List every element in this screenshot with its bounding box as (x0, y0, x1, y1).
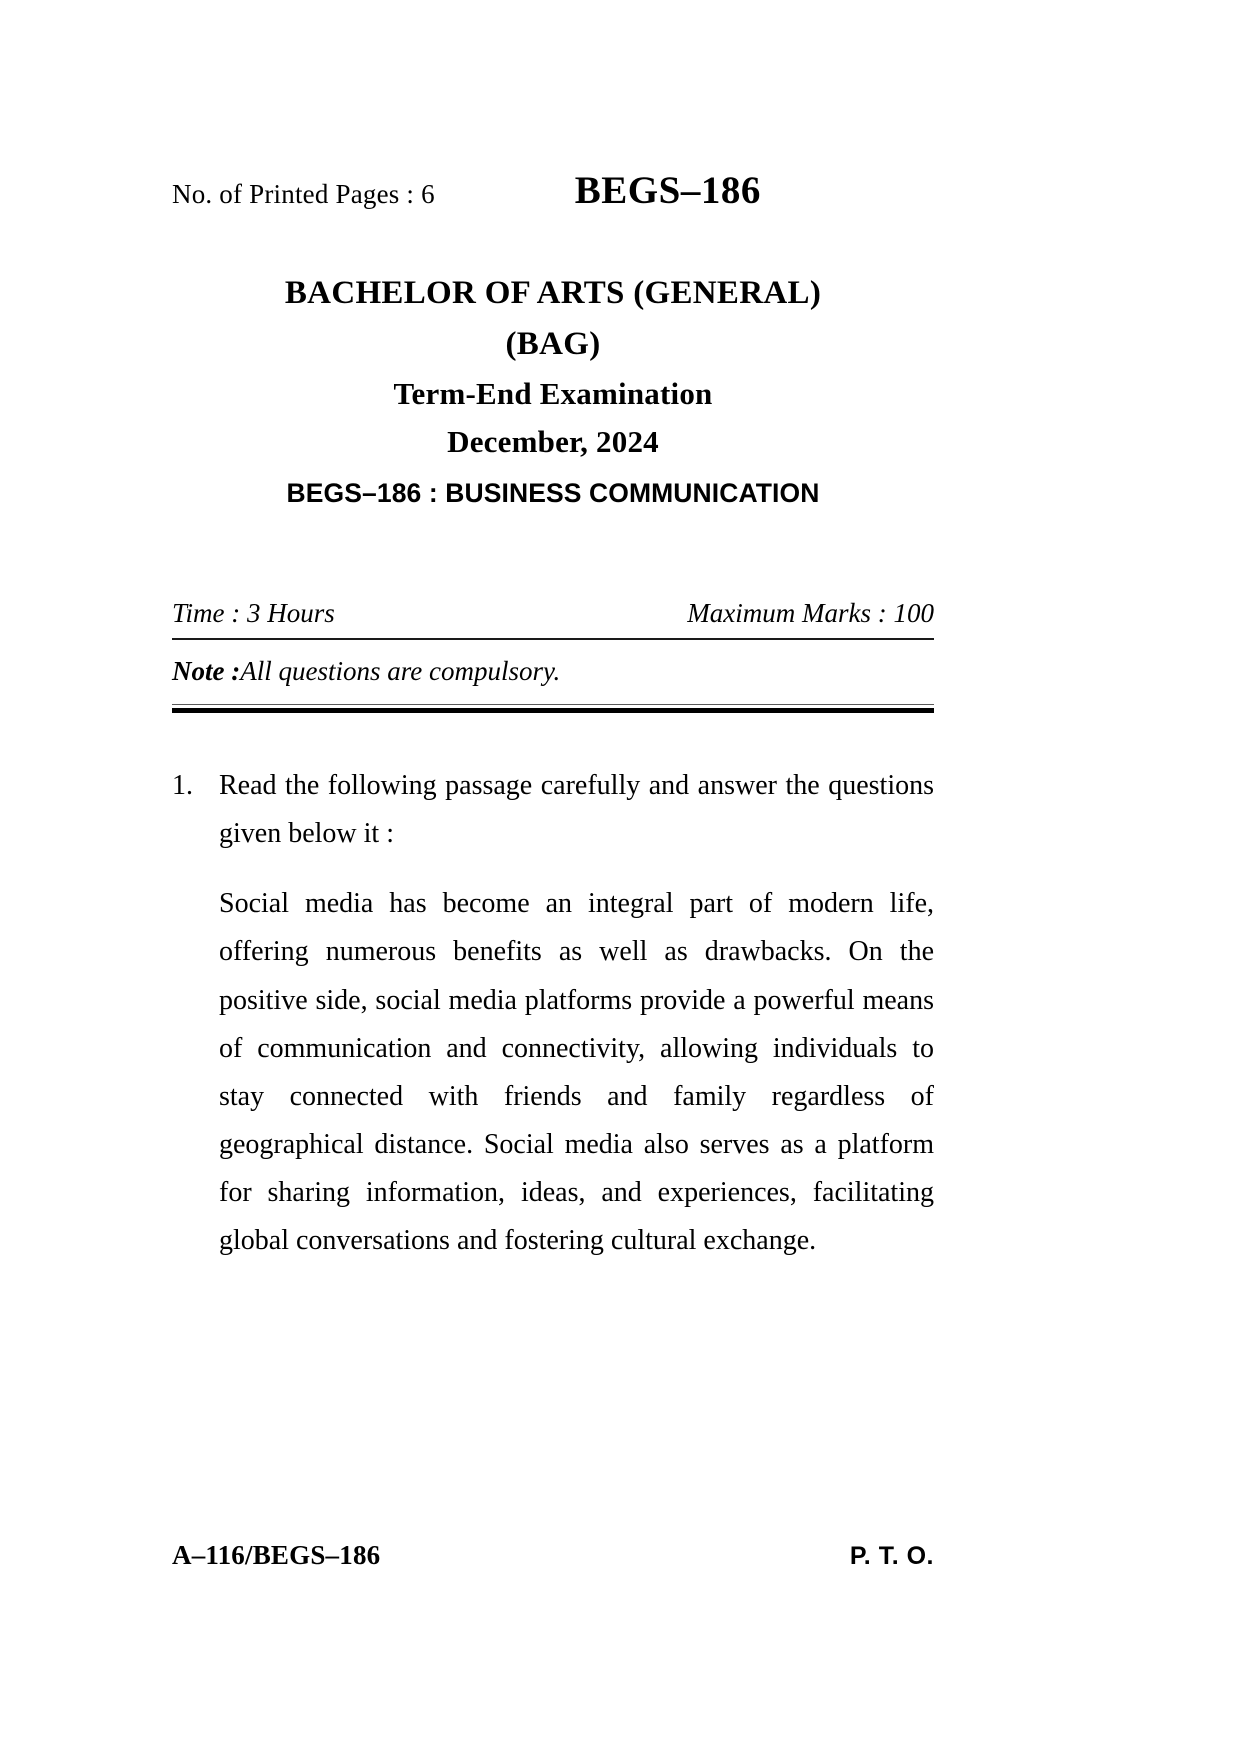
maximum-marks: Maximum Marks : 100 (687, 598, 934, 628)
footer-paper-code: A–116/BEGS–186 (172, 1540, 381, 1570)
divider-rule-hairline (172, 704, 934, 705)
divider-rule-top (172, 638, 934, 640)
note-row (172, 656, 934, 687)
questions-block (172, 762, 934, 1266)
exam-title-block (172, 272, 934, 509)
divider-rule-thick (172, 708, 934, 713)
note-label: Note : (172, 656, 241, 686)
subject-title: BEGS–186 : BUSINESS COMMUNICATION (286, 478, 820, 509)
note-text: All questions are compulsory. (240, 656, 561, 686)
printed-pages-label: No. of Printed Pages : 6 (172, 179, 435, 209)
question-passage: Social media has become an integral part of modern life, offering numerous benefits as well as drawbacks. On the positive side, social media platforms provide a powerful means of communication and connectivity, allowing individuals to stay connected with friends and family regardless of geographical distance. Social media also serves as a platform for sharing information, ideas, and experiences, facilitating global conversations and fostering cultural exchange. (219, 888, 934, 1257)
time-allowed: Time : 3 Hours (172, 598, 335, 628)
question-item (172, 762, 934, 1266)
examination-type: Term-End Examination (393, 375, 713, 411)
page-header-row (172, 168, 934, 213)
question-text: Read the following passage carefully and answer the questions given below it : (219, 770, 934, 850)
question-number: 1. (172, 770, 193, 801)
exam-meta-row (172, 598, 934, 629)
divider-rule-double (172, 704, 934, 713)
degree-title: BACHELOR OF ARTS (GENERAL) (284, 275, 822, 311)
course-code-heading: BEGS–186 (574, 169, 761, 212)
examination-session: December, 2024 (447, 424, 659, 460)
degree-abbreviation: (BAG) (505, 325, 601, 362)
footer-pto-label: P. T. O. (849, 1542, 934, 1570)
question-body (219, 762, 934, 1266)
page-footer (172, 1540, 934, 1571)
